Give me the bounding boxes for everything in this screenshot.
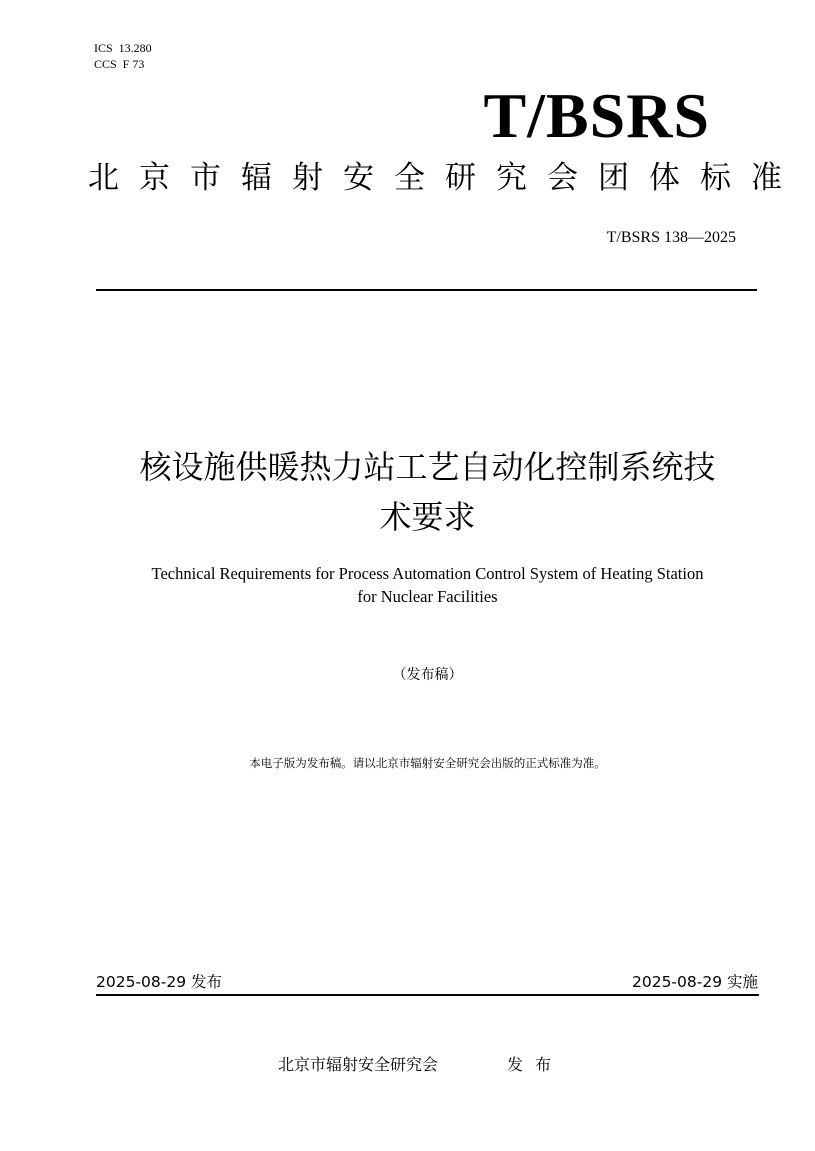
- header-divider: [96, 289, 757, 291]
- publish-label: 发布: [507, 1055, 564, 1074]
- title-chinese-line-1: 核设施供暖热力站工艺自动化控制系统技: [139, 448, 716, 486]
- publisher-name: 北京市辐射安全研究会: [278, 1055, 439, 1074]
- title-english: [90, 562, 765, 608]
- electronic-version-notice: 本电子版为发布稿。请以北京市辐射安全研究会出版的正式标准为准。: [249, 756, 606, 770]
- implementation-date: 2025-08-29 实施: [631, 973, 758, 991]
- title-chinese: [90, 442, 765, 542]
- footer-divider: [96, 994, 759, 996]
- issue-date: 2025-08-29 发布: [96, 973, 223, 991]
- title-chinese-line-2: 术要求: [379, 498, 476, 536]
- title-english-line-1: Technical Requirements for Process Automation Control System of Heating Station: [151, 564, 704, 583]
- organization-standard-heading: 北京市辐射安全研究会团体标准: [88, 160, 802, 196]
- draft-status-label: （发布稿）: [392, 667, 463, 683]
- ics-code: ICS 13.280: [94, 41, 152, 55]
- classification-codes: [94, 40, 152, 72]
- title-english-line-2: for Nuclear Facilities: [357, 587, 498, 606]
- standard-logo: T/BSRS: [483, 80, 710, 151]
- standard-number: T/BSRS 138—2025: [606, 229, 736, 246]
- ccs-code: CCS F 73: [94, 57, 145, 71]
